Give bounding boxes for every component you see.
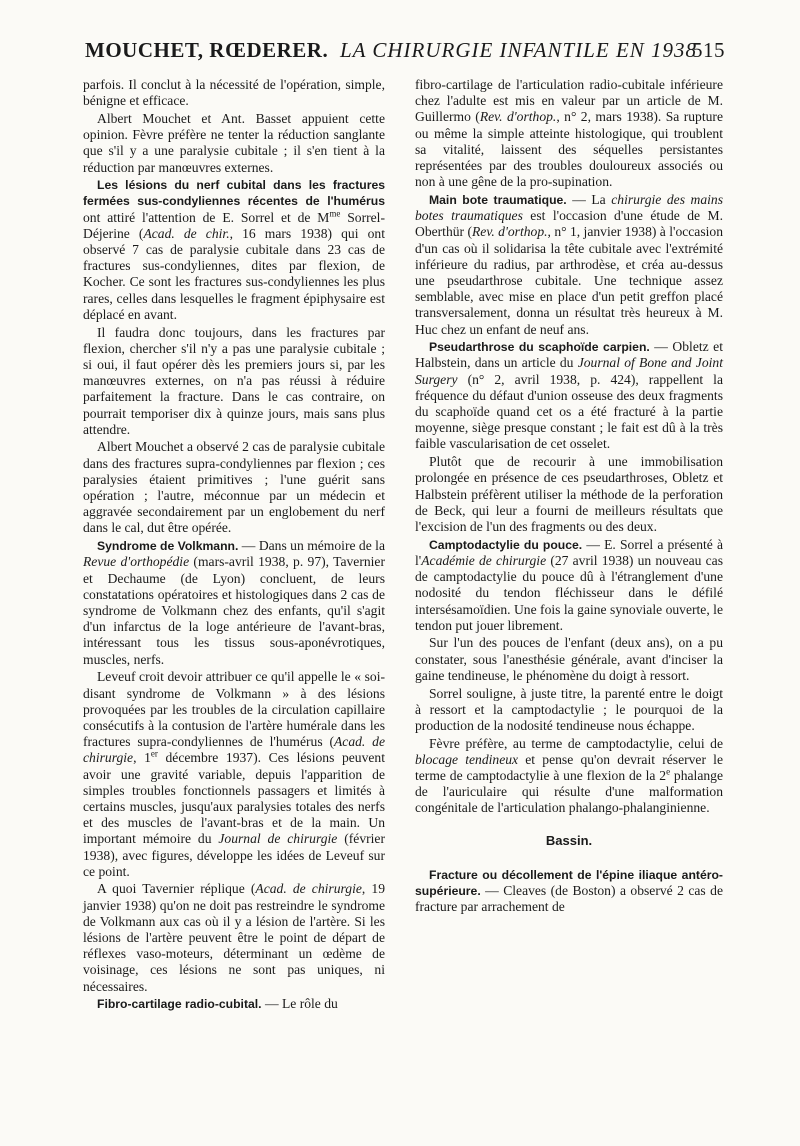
section-lead: Camptodactylie du pouce. xyxy=(429,537,583,552)
reference: chirurgie des mains botes traumatiques xyxy=(415,191,723,224)
paragraph: Il faudra donc toujours, dans les fractures par flexion, chercher s'il n'y a pas une paralysie cubitale ; si oui, il faut opérer dès les premiers jours si, par les manœuvres externes, on n'a pas réussi à réduire parfaitement la fracture. Dans le cas contraire, on pourrait temporiser dix à quinze jours, mais sans plus attendre. xyxy=(83,324,385,437)
paragraph: Fèvre préfère, au terme de camptodactylie, celui de blocage tendineux et pense qu'on devrait réserver le terme de camptodactylie à une flexion de la 2e phalange de l'auriculaire qui résulte d'une malformation congénitale de l'articulation phalango-phalanginienne. xyxy=(415,735,723,816)
section-title-bassin: Bassin. xyxy=(545,832,593,848)
header-journal-title: LA CHIRURGIE INFANTILE EN 1938 xyxy=(339,38,698,62)
paragraph-volkmann: Syndrome de Volkmann. — Dans un mémoire de la Revue d'orthopédie (mars-avril 1938, p. 97), Tavernier et Dechaume (de Lyon) concluent, de leurs constatations opératoires et histologiques dans 2 cas de syndrome de Volkmann chez des enfants, qu'il s'agit d'un infarctus de la loge antérieure de l'avant-bras, intéressant tous les tissus sous-aponévrotiques, muscles, nerfs. xyxy=(83,538,385,667)
section-lead: Fracture ou décollement de l'épine iliaque antéro-supérieure. xyxy=(415,867,723,899)
left-column xyxy=(83,77,385,1014)
section-lead: Les lésions du nerf cubital dans les fractures fermées sus-condyliennes récentes de l'humérus xyxy=(83,178,385,209)
reference: Acad. de chirurgie xyxy=(255,881,362,897)
header-authors: MOUCHET, RŒDERER. xyxy=(85,38,329,62)
paragraph-cubital-nerf: Les lésions du nerf cubital dans les fractures fermées sus-condyliennes récentes de l'humérus ont attiré l'attention de E. Sorrel et de $M^{me}$ Sorrel-Déjerine (Acad. de chir., 16 mars 1938) qui ont observé 7 cas de paralysie cubitale dans 23 cas de fractures sus-condyliennes, dites par flexion, de Kocher. Ce sont les fractures sus-condyliennes les plus rares, celles dans lesquelles le fragment épiphysaire est déplacé en avant. xyxy=(83,178,385,322)
right-column xyxy=(415,77,723,917)
paragraph-fibro-cartilage: Fibro-cartilage radio-cubital. — Le rôle du xyxy=(97,996,338,1012)
section-lead: Main bote traumatique. xyxy=(429,192,567,207)
running-header xyxy=(85,38,725,68)
page-number: 515 xyxy=(692,38,725,62)
paragraph: Albert Mouchet et Ant. Basset appuient cette opinion. Fèvre préfère ne tenter la réduction sanglante que s'il y a une paralysie cubitale ; il s'en tient à la réduction par manœuvres externes. xyxy=(83,110,385,175)
paragraph: Albert Mouchet a observé 2 cas de paralysie cubitale dans des fractures supra-condyliennes par flexion ; ces paralysies étaient primitives ; l'une guérit sans opération ; l'autre, méconnue par un médecin et aggravée secondairement par un englobement du nerf dans le cal, dut être opérée. xyxy=(83,439,385,536)
section-lead: Fibro-cartilage radio-cubital. xyxy=(97,997,262,1012)
paragraph: Plutôt que de recourir à une immobilisation prolongée en présence de ces pseudarthroses, Obletz et Halbstein préfèrent utiliser la méthode de la perforation de Beck, qui leur a fourni de meilleurs résultats que l'excision de l'un des fragments ou des deux. xyxy=(415,454,723,534)
paragraph-scaphoide: Pseudarthrose du scaphoïde carpien. — Obletz et Halbstein, dans un article du Journal of Bone and Joint Surgery (n° 2, avril 1938, p. 424), rappellent la fréquence du défaut d'union osseuse des deux fragments du scaphoïde quand cet os a été fracturé à la partie moyenne, siège presque constant ; le fait est dû à la très faible vascularisation de cet osselet. xyxy=(415,339,723,452)
paragraph: fibro-cartilage de l'articulation radio-cubitale inférieure chez l'adulte est mis en valeur par un article de M. Guillermo (Rev. d'orthop., n° 2, mars 1938). Sa rupture ou même la simple atteinte histologique, qui troublent sa vitalité, laissent des séquelles persistantes représentées par des troubles douloureux associés ou non à une gêne de la pro-supination. xyxy=(415,77,723,190)
reference: Rev. d'orthop. xyxy=(472,224,548,240)
reference: blocage tendineux xyxy=(415,751,519,767)
reference: Académie de chirurgie xyxy=(421,552,547,568)
paragraph: Sur l'un des pouces de l'enfant (deux ans), on a pu constater, sous l'anesthésie générale, avant d'inciser la gaine tendineuse, le phénomène du doigt à ressort. xyxy=(415,635,723,683)
paragraph-camptodactylie: Camptodactylie du pouce. — E. Sorrel a présenté à l'Académie de chirurgie (27 avril 1938) un nouveau cas de camptodactylie du pouce dû à l'étranglement d'une nodosité du tendon fléchisseur dans le défilé intersésamoïdien. Une fois la gaine synoviale ouverte, le tendon put jouer librement. xyxy=(415,536,723,633)
section-lead: Pseudarthrose du scaphoïde carpien. xyxy=(429,340,650,355)
reference: Acad. de chir. xyxy=(143,225,230,241)
paragraph-main-bote: Main bote traumatique. — La chirurgie des mains botes traumatiques est l'occasion d'une étude de M. Oberthür (Rev. d'orthop., n° 1, janvier 1938) à l'occasion d'un cas où il solidarisa la tête cubitale avec l'extrémité inférieure du radius, par arthrodèse, et créa au-dessus une pseudarthrose cubitale. Une technique assez semblable, avec mise en place d'un petit greffon placé transversalement, donna un résultat très heureux à M. Huc chez un enfant de neuf ans. xyxy=(415,191,724,337)
section-lead: Syndrome de Volkmann. xyxy=(97,539,239,554)
paragraph: Sorrel souligne, à juste titre, la parenté entre le doigt à ressort et la camptodactylie ; le pourquoi de la production de la nodosité tendineuse nous échappe. xyxy=(415,685,723,733)
paragraph: parfois. Il conclut à la nécessité de l'opération, simple, bénigne et efficace. xyxy=(83,77,385,109)
paragraph-epine-iliaque: Fracture ou décollement de l'épine iliaque antéro-supérieure. — Cleaves (de Boston) a observé 2 cas de fracture par arrachement de xyxy=(415,867,723,915)
reference: Journal de chirurgie xyxy=(218,831,338,847)
reference: Revue d'orthopédie xyxy=(83,554,190,570)
reference: Acad. de chirurgie xyxy=(83,734,385,766)
paragraph: Leveuf croit devoir attribuer ce qu'il appelle le « soi-disant syndrome de Volkmann » à des lésions provoquées par les troubles de la circulation capillaire consécutifs à la contusion de l'artère humérale dans les fractures supra-condyliennes de l'humérus (Acad. de chirurgie, 1er décembre 1937). Ces lésions peuvent avoir une gravité variable, depuis l'apparition de simples troubles fonctionnels passagers et limités à certains muscles, jusqu'aux paralysies totales des nerfs et des muscles de l'avant-bras et de la main. Un important mémoire du Journal de chirurgie (février 1938), avec figures, développe les idées de Leveuf sur ce point. xyxy=(83,669,385,879)
paragraph: A quoi Tavernier réplique (Acad. de chirurgie, 19 janvier 1938) qu'on ne doit pas restreindre le syndrome de Volkmann aux cas où il y a lésion de l'artère. Si les lésions de l'artère peuvent être le point de départ de réflexes vaso-moteurs, déterminant un œdème de voisinage, ces lésions ne sont pas uniques, ni nécessaires. xyxy=(83,881,385,994)
reference: Journal of Bone and Joint Surgery xyxy=(415,355,723,387)
reference: Rev. d'orthop. xyxy=(479,109,557,125)
